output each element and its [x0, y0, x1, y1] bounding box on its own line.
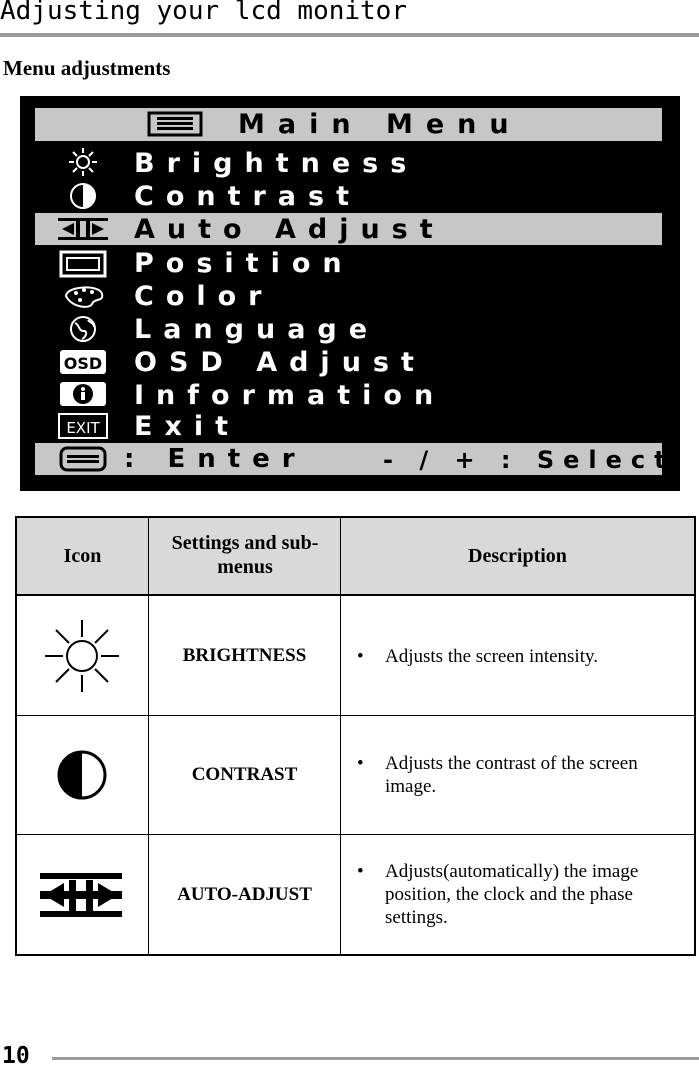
- osd-footer-enter: : Enter: [124, 444, 307, 474]
- osd-item-language[interactable]: Language: [134, 314, 380, 345]
- auto-adjust-icon: [58, 215, 108, 243]
- osd-icon: [58, 348, 108, 376]
- svg-text:OSD: OSD: [63, 354, 103, 373]
- footer-divider: [52, 1057, 699, 1060]
- header-settings: Settings and sub-menus: [171, 532, 319, 578]
- row-divider: [15, 834, 696, 835]
- header-divider-line: [15, 594, 696, 596]
- osd-item-exit[interactable]: Exit: [134, 411, 241, 442]
- header-divider: [0, 33, 699, 37]
- row-name-contrast: CONTRAST: [191, 764, 298, 785]
- half-circle-icon: [56, 749, 108, 806]
- palette-icon: [58, 282, 108, 310]
- row-description-auto-adjust: [357, 860, 687, 929]
- row-description-brightness: [357, 645, 687, 668]
- column-divider: [340, 516, 341, 956]
- position-icon: [58, 250, 108, 278]
- auto-adjust-icon: [40, 871, 122, 924]
- row-name-auto-adjust: AUTO-ADJUST: [177, 884, 312, 905]
- osd-item-auto-adjust[interactable]: Auto Adjust: [134, 214, 445, 245]
- bullet: •: [357, 646, 364, 667]
- osd-main-menu: [20, 96, 680, 491]
- enter-icon: [58, 445, 108, 473]
- bullet: •: [357, 753, 364, 774]
- osd-item-osd-adjust[interactable]: OSD Adjust: [134, 347, 426, 378]
- description-text: Adjusts the screen intensity.: [385, 646, 599, 667]
- header-description: Description: [468, 545, 567, 567]
- osd-item-information[interactable]: Information: [134, 380, 446, 411]
- row-description-contrast: [357, 752, 687, 798]
- description-text: Adjusts(automatically) the image position, the clock and the phase settings.: [385, 861, 639, 928]
- osd-footer-select: - / + : Select: [383, 446, 675, 474]
- settings-table: [15, 516, 696, 956]
- info-icon: [58, 380, 108, 408]
- page-header-title: Adjusting your lcd monitor: [0, 0, 407, 26]
- osd-item-contrast[interactable]: Contrast: [134, 181, 362, 212]
- osd-item-position[interactable]: Position: [134, 248, 354, 279]
- section-heading: Menu adjustments: [3, 56, 171, 80]
- menu-icon: [147, 111, 203, 137]
- sun-icon: [42, 618, 122, 699]
- half-circle-icon: [58, 182, 108, 210]
- exit-icon: [58, 412, 108, 440]
- page-number: 10: [2, 1043, 30, 1069]
- row-divider: [15, 715, 696, 716]
- header-icon: Icon: [63, 545, 102, 567]
- globe-icon: [58, 315, 108, 343]
- svg-text:EXIT: EXIT: [66, 419, 100, 437]
- osd-item-color[interactable]: Color: [134, 281, 274, 312]
- osd-item-brightness[interactable]: Brightness: [134, 148, 419, 179]
- row-name-brightness: BRIGHTNESS: [182, 645, 307, 666]
- description-text: Adjusts the contrast of the screen image.: [385, 753, 638, 797]
- osd-title: Main Menu: [238, 109, 522, 140]
- sun-icon: [58, 148, 108, 176]
- bullet: •: [357, 861, 364, 882]
